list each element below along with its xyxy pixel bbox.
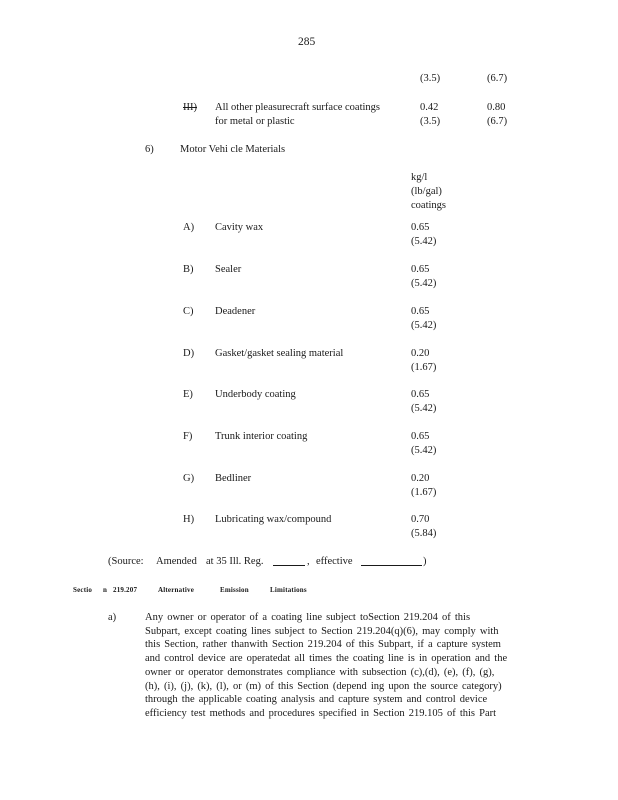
material-name: Gasket/gasket sealing material [215, 348, 344, 359]
material-value: 0.20 [411, 473, 430, 484]
material-value-lbgal: (5.42) [411, 445, 437, 456]
material-label: C) [183, 306, 194, 317]
material-value-lbgal: (1.67) [411, 487, 437, 498]
section-heading-title-3: Limitations [270, 586, 307, 594]
section-6-number: 6) [145, 144, 154, 155]
source-reg: at 35 Ill. Reg. [206, 556, 264, 567]
effective-date-blank [361, 555, 422, 566]
section-heading-word: Sectio [73, 586, 93, 594]
material-value-lbgal: (5.84) [411, 528, 437, 539]
material-label: E) [183, 389, 193, 400]
material-label: G) [183, 473, 195, 484]
material-name: Lubricating wax/compound [215, 514, 332, 525]
page-number: 285 [298, 36, 316, 48]
units-header-line1: kg/l [411, 172, 428, 183]
material-name: Sealer [215, 264, 242, 275]
material-name: Bedliner [215, 473, 252, 484]
material-value: 0.65 [411, 222, 430, 233]
paragraph-line: efficiency test methods and procedures specified in Section 219.105 of this Part [145, 707, 497, 719]
source-label: (Source: [108, 556, 144, 567]
item-iii-val1-line2: (3.5) [420, 116, 441, 127]
section-heading-number: 219.207 [113, 586, 138, 594]
source-comma: , [307, 556, 310, 567]
units-header-line2: (lb/gal) [411, 186, 442, 197]
material-name: Underbody coating [215, 389, 296, 400]
top-value-1: (3.5) [420, 73, 441, 84]
item-iii-desc-line2: for metal or plastic [215, 116, 295, 127]
material-name: Deadener [215, 306, 256, 317]
paragraph-line: (h), (i), (j), (k), (l), or (m) of this Section (depend ing upon the source category) [145, 680, 502, 692]
paragraph-line: Any owner or operator of a coating line subject toSection 219.204 of this [145, 612, 471, 623]
material-name: Trunk interior coating [215, 431, 308, 442]
item-iii-desc-line1: All other pleasurecraft surface coatings [215, 102, 381, 113]
paragraph-a-body [145, 611, 545, 721]
material-label: D) [183, 348, 195, 359]
reg-blank [273, 555, 305, 566]
section-heading-title-1: Alternative [158, 586, 195, 594]
material-label: F) [183, 431, 193, 442]
paragraph-line: this Section, rather thanwith Section 219.204 of this Subpart, if a capture system [145, 639, 501, 651]
material-value-lbgal: (1.67) [411, 362, 437, 373]
paragraph-line: and control device are operatedat all times the coating line is in operation and the [145, 653, 508, 665]
units-header-line3: coatings [411, 200, 446, 211]
material-label: H) [183, 514, 195, 525]
source-effective: effective [316, 556, 353, 567]
material-value: 0.20 [411, 348, 430, 359]
material-value: 0.65 [411, 389, 430, 400]
material-value: 0.70 [411, 514, 430, 525]
source-close-paren: ) [423, 556, 427, 567]
section-heading-n: n [103, 586, 108, 594]
material-value-lbgal: (5.42) [411, 403, 437, 414]
section-heading-title-2: Emission [220, 586, 249, 594]
paragraph-line: through the applicable coating analysis and capture system and control device [145, 694, 488, 706]
material-value-lbgal: (5.42) [411, 320, 437, 331]
material-value-lbgal: (5.42) [411, 278, 437, 289]
material-label: B) [183, 264, 194, 275]
item-iii-val1-line1: 0.42 [420, 102, 439, 113]
source-amended: Amended [156, 556, 197, 567]
section-6-title: Motor Vehi cle Materials [180, 144, 286, 155]
paragraph-line: owner or operator demonstrates compliance with subsection (c),(d), (e), (f), (g), [145, 666, 495, 678]
item-iii-label: III) [183, 102, 197, 113]
item-iii-val2-line1: 0.80 [487, 102, 506, 113]
item-iii-val2-line2: (6.7) [487, 116, 508, 127]
material-label: A) [183, 222, 195, 233]
top-value-2: (6.7) [487, 73, 508, 84]
material-value: 0.65 [411, 431, 430, 442]
material-name: Cavity wax [215, 222, 264, 233]
material-value: 0.65 [411, 306, 430, 317]
material-value-lbgal: (5.42) [411, 236, 437, 247]
paragraph-line: Subpart, except coating lines subject to Section 219.204(q)(6), may comply with [145, 625, 499, 637]
paragraph-a-label: a) [108, 612, 117, 623]
material-value: 0.65 [411, 264, 430, 275]
